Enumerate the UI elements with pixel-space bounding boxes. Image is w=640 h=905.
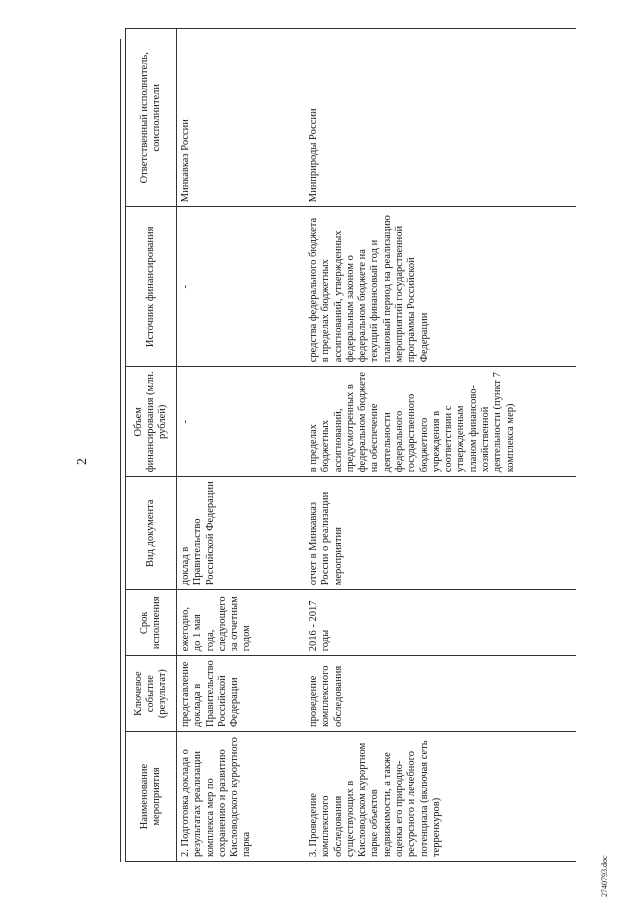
page-number: 2 <box>75 458 90 465</box>
cell-volume: в пределах бюджетных ассигнований, предусмотренных в федеральном бюджете на обеспечение деятельности федерального государственного бюджетного учреждения в соответствии с утвержденным планом финансово-хозяйственной деятельности (пункт 7 комплекса мер) <box>305 367 576 477</box>
cell-name: 2. Подготовка доклада о результатах реализации комплекса мер по сохранению и развитию Кисловодского курортного парка <box>177 732 306 862</box>
table-header-row <box>126 29 177 862</box>
cell-event: проведение комплексного обследования <box>305 656 576 732</box>
cell-event: представление доклада в Правительство Российской Федерации <box>177 656 306 732</box>
table-row <box>177 29 306 862</box>
cell-name: 3. Проведение комплексного обследования существующих в Кисловодском курортном парке объектов недвижимости, а также оценка его природно-ресурсного и лечебного потенциала (включая сеть терренкуров) <box>305 732 576 862</box>
cell-volume: - <box>177 367 306 477</box>
cell-executor: Минкавказ России <box>177 29 306 207</box>
col-header-executor: Ответственный исполнитель, соисполнители <box>126 29 177 207</box>
cell-doc: доклад в Правительство Российской Федерации <box>177 477 306 590</box>
measures-table <box>125 28 576 862</box>
col-header-term: Срок исполнения <box>126 590 177 656</box>
col-header-name: Наименование мероприятия <box>126 732 177 862</box>
cell-term: ежегодно, до 1 мая года, следующего за отчетным годом <box>177 590 306 656</box>
cell-executor: Минприроды России <box>305 29 576 207</box>
col-header-source: Источник финансирования <box>126 207 177 367</box>
cell-source: средства федерального бюджета в пределах бюджетных ассигнований, утвержденных федеральным законом о федеральном бюджете на текущий финансовый год и плановый период на реализацию мероприятий государственной программы Российской Федерации <box>305 207 576 367</box>
cell-doc: отчет в Минкавказ России о реализации мероприятия <box>305 477 576 590</box>
document-footer: 2740793.doc <box>600 855 609 897</box>
cell-source: - <box>177 207 306 367</box>
table-row <box>305 29 576 862</box>
col-header-doc: Вид документа <box>126 477 177 590</box>
col-header-event: Ключевое событие (результат) <box>126 656 177 732</box>
col-header-volume: Объем финансирования (млн. рублей) <box>126 367 177 477</box>
table-top-rule <box>120 39 121 862</box>
cell-term: 2016 - 2017 годы <box>305 590 576 656</box>
